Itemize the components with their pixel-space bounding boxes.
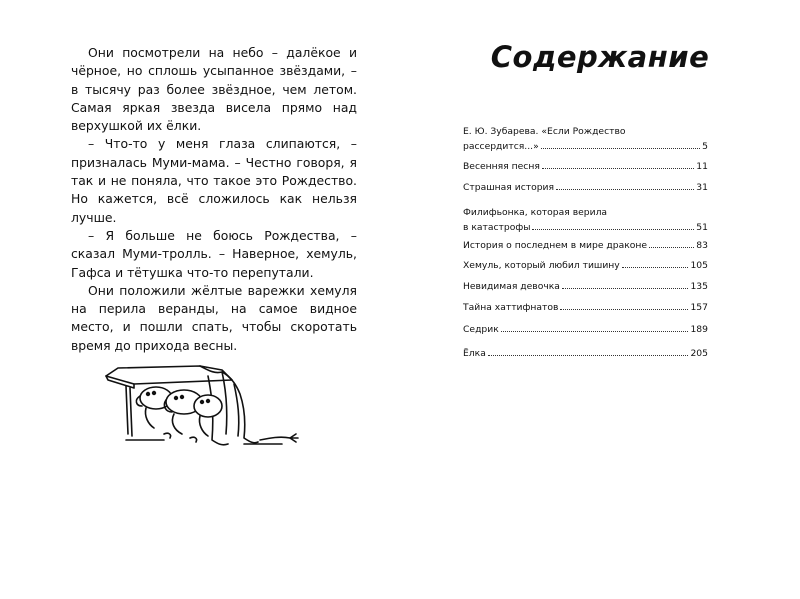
toc-entry-title: Весенняя песня <box>463 161 540 172</box>
toc-page-number: 157 <box>690 302 708 313</box>
toc-dot-leader <box>622 267 689 268</box>
toc-entry-title: рассердится...» <box>463 141 539 152</box>
toc-entry-title-line: Филифьонка, которая верила <box>463 207 608 218</box>
toc-dot-leader <box>542 168 694 169</box>
toc-entry[interactable] <box>463 281 708 293</box>
toc-entry-title: Седрик <box>463 324 499 335</box>
toc-page-number: 135 <box>690 281 708 292</box>
toc-dot-leader <box>556 189 694 190</box>
toc-entry-title: Невидимая девочка <box>463 281 560 292</box>
toc-entry-line <box>463 182 708 194</box>
toc-entry-line <box>463 348 708 360</box>
toc-entry-title: в катастрофы <box>463 222 531 233</box>
toc-dot-leader <box>649 247 694 248</box>
toc-entry-title: Ёлка <box>463 348 486 359</box>
toc-entry-line <box>463 324 708 336</box>
toc-page-number: 31 <box>696 182 708 193</box>
toc-entry-line <box>463 240 708 252</box>
toc-entry[interactable] <box>463 240 708 252</box>
toc-entry-title-line: Е. Ю. Зубарева. «Если Рождество <box>463 126 626 137</box>
right-page <box>400 0 800 599</box>
toc-page-number: 5 <box>702 141 708 152</box>
toc-dot-leader <box>562 288 689 289</box>
toc-page-number: 51 <box>696 222 708 233</box>
paragraph: Они положили жёлтые варежки хемуля на перила веранды, на самое видное место, и пошли спать, чтобы скоротать время до прихода весны. <box>71 282 357 353</box>
toc-entry-title: История о последнем в мире драконе <box>463 240 648 251</box>
toc-page-number: 105 <box>690 260 708 271</box>
toc-entry-line <box>463 281 708 293</box>
moomins-under-table-illustration <box>104 354 324 454</box>
toc-page-number: 83 <box>696 240 708 251</box>
toc-entry[interactable] <box>463 348 708 360</box>
paragraph: – Что-то у меня глаза слипаются, – призналась Муми-мама. – Честно говоря, я так и не поняла, что такое это Рождество. Но кажется, всё сложилось как нельзя лучше. <box>71 136 357 225</box>
toc-entry[interactable] <box>463 302 708 314</box>
toc-page-number: 189 <box>690 324 708 335</box>
toc-entry-title: Страшная история <box>463 182 555 193</box>
toc-dot-leader <box>501 331 689 332</box>
toc-entry-title: Тайна хаттифнатов <box>463 302 559 313</box>
toc-dot-leader <box>560 309 688 310</box>
toc-entry[interactable] <box>463 182 708 194</box>
toc-page-number: 11 <box>696 161 708 172</box>
toc-dot-leader <box>488 355 689 356</box>
paragraph: – Я больше не боюсь Рождества, – сказал Муми-тролль. – Наверное, хемуль, Гафса и тётушка что-то перепутали. <box>71 227 357 280</box>
toc-entry-title: Хемуль, который любил тишину <box>463 260 620 271</box>
toc-entry-line <box>463 161 708 173</box>
toc-entry[interactable] <box>463 260 708 272</box>
toc-entry[interactable] <box>463 126 708 153</box>
toc-page-number: 205 <box>690 348 708 359</box>
paragraph: Они посмотрели на небо – далёкое и чёрное, но сплошь усыпанное звёздами, – в тысячу раз более звёздное, чем летом. Самая яркая звезда висела прямо над верхушкой их ёлки. <box>71 45 357 134</box>
toc-entry[interactable] <box>463 161 708 173</box>
toc-dot-leader <box>532 229 694 230</box>
toc-entry-line <box>463 141 708 153</box>
story-text <box>71 44 357 355</box>
toc-entry-line <box>463 302 708 314</box>
toc-entry[interactable] <box>463 324 708 336</box>
toc-entry[interactable] <box>463 207 708 234</box>
toc-entry-line <box>463 260 708 272</box>
toc-dot-leader <box>541 148 700 149</box>
page-title: Содержание <box>490 40 710 74</box>
toc-entry-line <box>463 222 708 234</box>
